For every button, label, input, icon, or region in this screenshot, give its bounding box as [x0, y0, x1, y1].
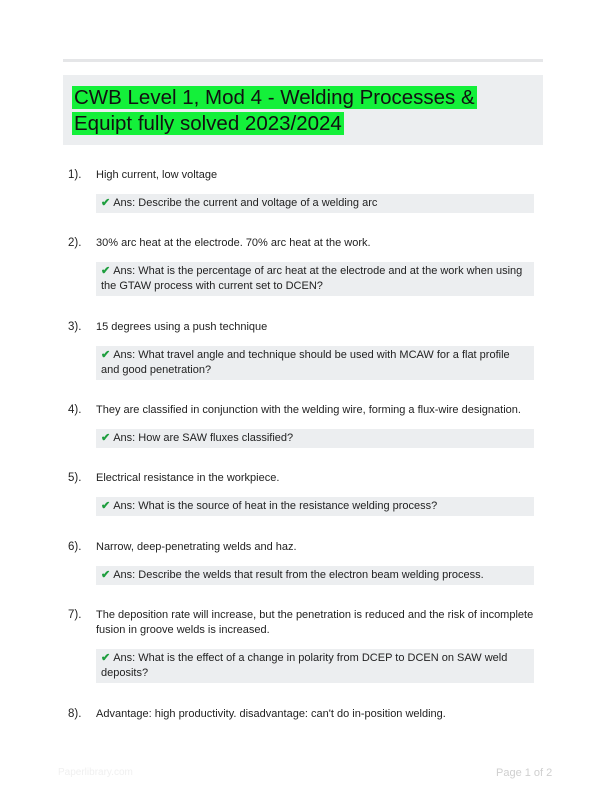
question-text: Electrical resistance in the workpiece.: [96, 472, 280, 484]
item-number: 6).: [68, 541, 82, 553]
top-divider: [63, 59, 543, 62]
answer-box: [96, 649, 534, 683]
item-number: 4).: [68, 404, 82, 416]
document-title: CWB Level 1, Mod 4 - Welding Processes & Equipt fully solved 2023/2024: [74, 86, 475, 135]
answer-text: Ans: What travel angle and technique should be used with MCAW for a flat profile and good penetration?: [101, 349, 510, 376]
question-text: They are classified in conjunction with the welding wire, forming a flux-wire designation.: [96, 404, 521, 416]
item-number: 7).: [68, 609, 82, 621]
question-text: High current, low voltage: [96, 169, 218, 181]
answer-text: Ans: What is the percentage of arc heat at the electrode and at the work when using the GTAW process with current set to DCEN?: [101, 265, 523, 292]
check-icon: ✔: [101, 265, 111, 277]
check-icon: ✔: [101, 197, 111, 209]
answer-box: [96, 497, 534, 516]
question-text: Advantage: high productivity. disadvantage: can't do in-position welding.: [96, 708, 446, 720]
page-number: Page 1 of 2: [496, 767, 553, 779]
title-banner: [63, 75, 543, 145]
item-number: 3).: [68, 321, 82, 333]
answer-box: [96, 194, 534, 213]
check-icon: ✔: [101, 349, 111, 361]
check-icon: ✔: [101, 569, 111, 581]
answer-text: Ans: What is the source of heat in the resistance welding process?: [113, 500, 438, 512]
answer-box: [96, 429, 534, 448]
question-text: 15 degrees using a push technique: [96, 321, 268, 333]
answer-text: Ans: What is the effect of a change in polarity from DCEP to DCEN on SAW weld deposits?: [101, 652, 508, 679]
question-text: The deposition rate will increase, but the penetration is reduced and the risk of incomplete fusion in groove welds is increased.: [96, 609, 534, 636]
item-number: 2).: [68, 237, 82, 249]
answer-box: [96, 566, 534, 585]
check-icon: ✔: [101, 500, 111, 512]
answer-text: Ans: Describe the welds that result from the electron beam welding process.: [113, 569, 484, 581]
question-text: Narrow, deep-penetrating welds and haz.: [96, 541, 297, 553]
check-icon: ✔: [101, 652, 111, 664]
answer-text: Ans: How are SAW fluxes classified?: [113, 432, 294, 444]
answer-text: Ans: Describe the current and voltage of a welding arc: [113, 197, 378, 209]
answer-box: [96, 346, 534, 380]
answer-box: [96, 262, 534, 296]
item-number: 5).: [68, 472, 82, 484]
item-number: 8).: [68, 708, 82, 720]
check-icon: ✔: [101, 432, 111, 444]
item-number: 1).: [68, 169, 82, 181]
footer-watermark: Paperlibrary.com: [58, 767, 133, 778]
question-text: 30% arc heat at the electrode. 70% arc heat at the work.: [96, 237, 371, 249]
